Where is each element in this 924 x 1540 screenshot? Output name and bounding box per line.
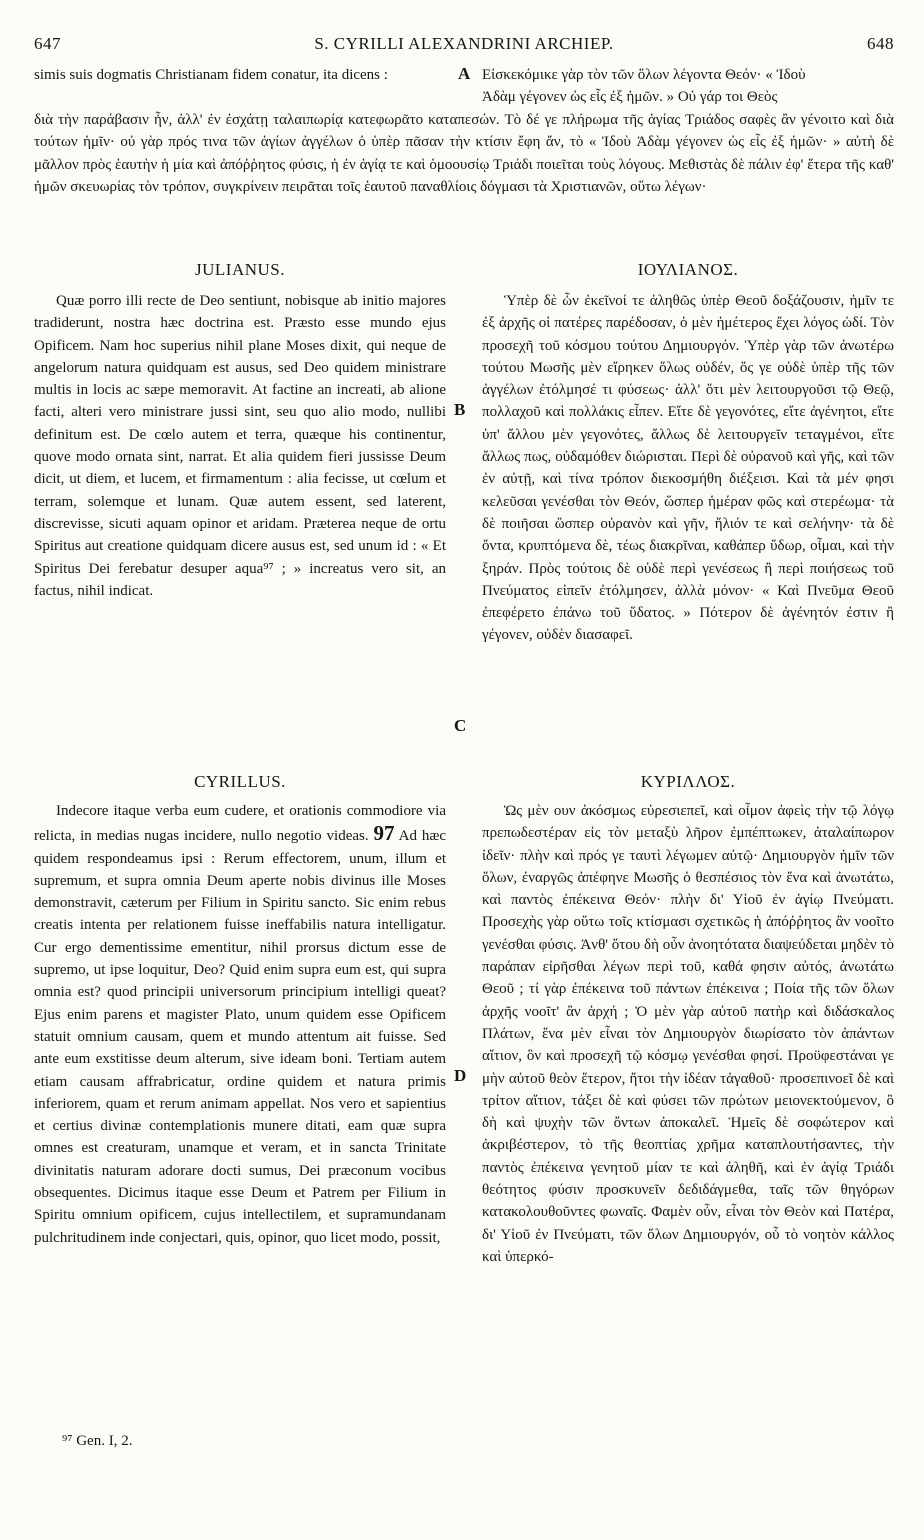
kyrillos-text [482,800,894,1410]
julianus-heading: JULIANUS. [195,260,285,279]
column-number-97: 97 [373,821,395,846]
ioulianos-text [482,290,894,760]
ioulianos-paragraph: Ὑπὲρ δὲ ὧν ἐκεῖνοί τε ἀληθῶς ὑπὲρ Θεοῦ δοξάζουσιν, ἡμῖν τε ἐξ ἀρχῆς οἱ πατέρες παρέδοσαν, ὁ μὲν ἡμέτερος ἔχει λόγος ὡδί. Τὸν προσεχῆ τοῦ κόσμου τούτου Δημιουργόν. Ὑπὲρ γὰρ τῶν ἀνωτέρω τούτου Μωσῆς μὲν εἴρηκεν ὅλως οὐδέν, ὅς γε οὐδὲ ὑπὲρ τῆς τῶν ἀγγέλων ἐτόλμησέ τι φύσεως· ἀλλ' ὅτι μὲν λειτουργοῦσι τῷ Θεῷ, πολλαχοῦ καὶ πολλάκις εἶπεν. Εἴτε δὲ γεγονότες, εἴτε ἀγένητοι, εἴτε ὑπ' ἄλλου μὲν γεγονότες, ἄλλως δὲ λειτουργεῖν τεταγμένοι, εἴτε ἄλλως πως, οὐδαμόθεν διώρισται. Περὶ δὲ οὐρανοῦ καὶ γῆς, καὶ τῶν ἐν αὐτῇ, καὶ τίνα τρόπον διεκοσμήθη διέξεισι. Καὶ τὰ μέν φησι κελεῦσαι γενέσθαι τὸν Θεόν, ὥσπερ ἡμέραν φῶς καὶ στερέωμα· τὰ δὲ ποιῆσαι ὥσπερ οὐρανὸν καὶ γῆν, ἥλιόν τε καὶ σελήνην· τὰ δὲ ὄντα, κρυπτόμενα δὲ, τέως διακρῖναι, καθάπερ ὕδωρ, οἶμαι, καὶ τὴν ξηράν. Πρὸς τούτοις δὲ οὐδὲ περὶ γενέσεως ἢ περὶ ποιήσεως τοῦ Πνεύματος εἰπεῖν ἐτόλμησεν, ἀλλὰ μόνον· « Καὶ Πνεῦμα Θεοῦ ἐπεφέρετο ἐπάνω τοῦ ὕδατος. » Πότερον δὲ ἀγένητόν ἐστιν ἢ γέγονεν, οὐδὲν διασαφεῖ. [482,293,894,644]
julianus-paragraph: Quæ porro illi recte de Deo sentiunt, nobisque ab initio majores tradiderunt, nostra hæc doctrina est. Præsto esse mundo ejus Opificem. Nam hoc superius nihil plane Moses dixit, qui neque de angelorum natura quidquam est ausus, sed Deo quidem ministrare multis in locis ac sæpe memoravit. At factine an increati, ab alione facti, alteri vero ministrare jussi sint, seu quo alio modo, nullibi definitum est. De cœlo autem et terra, quæque his continentur, quove modo ornata sint, narrat. Et alia quidem fieri jussisse Deum dicit, ut diem, et lucem, et firmamentum : alia fecisse, ut cœlum et terram, solemque et lunam. Quæ autem essent, sed laterent, discrevisse, sicuti aquam opinor et aridam. Præterea neque de ortu Spiritus aut creatione quidquam dicere ausus est, sed unum id : « Et Spiritus Dei ferebatur desuper aqua⁹⁷ ; » increatus vero sit, an factus, nihil indicat. [34,293,446,599]
kyrillos-paragraph: Ὡς μὲν ουν ἀκόσμως εὑρεσιεπεῖ, καὶ οἶμον ἀφεὶς τὴν τῷ λόγῳ πρεπωδεστέραν εἰς τὸν μεταξὺ λῆρον ἐμπέπτωκεν, ἀταλαίπωρον ἰδεῖν· πλὴν καὶ πρός γε ταυτὶ λέγωμεν αὐτῷ· Δημιουργὸν ἡμῖν τῶν ὅλων, ἐναργῶς ἀπέφηνε Μωσῆς ὁ θεσπέσιος τὸν ἕνα καὶ ἀνωτάτω, καὶ παντὸς ἐπέκεινα Θεόν· πλὴν δι' Υἱοῦ ἐν ἁγίῳ Πνεύματι. Προσεχὴς γὰρ οὕτω τοῖς κτίσμασι σχετικῶς ἡ ἀπόῤῥητος ἂν νοοῖτο γενέσθαι φύσις. Ἀνθ' ὅτου δὴ οὖν ἀνοητότατα διαψεύδεται μηδὲν τὸ παράπαν εἰρῆσθαι λέγων περὶ τοῦ, καθά φησιν αὐτός, ἀνωτάτω Θεοῦ ; τί γὰρ ἐπέκεινα τοῦ πάντων ἐπέκεινα ; Ποία τῆς τῶν ὅλων ἀρχῆς νοοῖτ' ἂν ἀρχή ; Ὁ μὲν γὰρ αὐτοῦ πατὴρ καὶ διδάσκαλος Πλάτων, ἕνα μὲν εἶναι τὸν Δημιουργὸν διωρίσατο τὸν ἁπάντων αἴτιον, ὃν καὶ προσεχῆ τῷ κόσμῳ γενέσθαι φησί. Προϋφεστάναι γε μὴν αὐτοῦ θεὸν ἕτερον, ἤτοι τὴν ἰδέαν τἀγαθοῦ· προσεπινοεῖ δὲ καὶ τρίτον αἴτιον, τάξει δὲ καὶ φύσει τῶν πρώτων μειονεκτούμενον, ὃ δὴ καὶ ψυχὴν τῶν ὄντων ἀποκαλεῖ. Ἡμεῖς δὲ σοφώτερον καὶ ἀκριβέστερον, τὸ τῆς θεοπτίας χρῆμα καταπλουτήσαντες, τὴν παντὸς ἐπέκεινα γενητοῦ μίαν τε καὶ ἀληθῆ, καὶ ἐν ἁγίᾳ Τριάδι θεότητος φύσιν προσκυνεῖν δεδιδάγμεθα, ταῖς τῶν θηγόρων κατακολουθοῦντες φωναῖς. Φαμὲν οὖν, εἶναι τὸν Θεὸν καὶ Πατέρα, δι' Υἱοῦ ἐν Πνεύματι, τῶν ὅλων Δημιουργόν, οὗ τὸ νοητὸν κάλλος καὶ ὑπερκό- [482,803,894,1265]
page-number-left: 647 [34,34,61,53]
top-latin-fragment: simis suis dogmatis Christianam fidem conatur, ita dicens : [34,67,388,83]
cyrillus-paragraph [34,800,446,1249]
cyrillus-text-part-b: Ad hæc quidem respondeamus ipsi : Rerum effectorem, unum, illum et supremum, et supra omnia Deum aperte nobis divinus ille Moses demonstravit, cæterum per Filium in Spiritu sancto. Sic enim rebus creatis intenta per relationem fuisse ineffabilis natura intelligatur. Cur ergo dementissime ementitur, nihil prorsus dictum esse de supremo, ut ipse loquitur, Deo? Quid enim supra eum est, qui supra omnia est? quod principii universorum principium intelligi queat? Ejus enim parens et magister Plato, unum quidem esse Opificem statuit omnium causam, quem et mundo attentum ait fuisse. Sed ante eum exstitisse deum alterum, sive ideam boni. Tertiam autem etiam causam affrabricatur, ordine quidem et natura primis inferiorem, quam et rerum animam appellat. Nos vero et sapientius et certius divinæ contemplationis munere ditati, eam quæ supra omnes est creaturam, unamque et veram, et in sancta Trinitate divinitatis naturam adorare docti sumus, Dei præconum vocibus obsequentes. Dicimus itaque esse Deum et Patrem per Filium in Spiritu omnium opificem, cujus intellectilem, et supramundanam pulchritudinem inde conjectari, quis, opinor, quo licet modo, possit, [34,828,447,1246]
margin-marker-c: C [454,716,467,735]
margin-marker-d: D [454,1066,467,1085]
page-header [34,34,894,58]
cyrillus-text [34,800,446,1410]
footnote: ⁹⁷ Gen. I, 2. [62,1433,133,1449]
top-greek-line-1: Εἰσκεκόμικε γὰρ τὸν τῶν ὅλων λέγοντα Θεόν· « Ἰδοὺ [482,67,806,83]
running-title: S. CYRILLI ALEXANDRINI ARCHIEP. [314,34,614,53]
margin-marker-a: A [458,64,471,83]
margin-marker-b: B [454,400,466,419]
top-greek-fragment [482,64,894,109]
cyrillus-heading: CYRILLUS. [194,772,286,791]
top-full-width-text: διὰ τὴν παράβασιν ἦν, ἀλλ' ἐν ἐσχάτῃ ταλαιπωρίᾳ κατεφωρᾶτο καταπεσών. Τὸ δέ γε πλήρωμα τῆς ἁγίας Τριάδος σαφὲς ἂν γένοιτο καὶ διὰ τούτων ἡμῖν· οὐ γὰρ πρός τινα τῶν ἁγίων ἀγγέλων ὁ ὑπὲρ πᾶσαν τὴν κτίσιν ἔφη ἄν, τὸ « Ἰδοὺ Ἀδὰμ γέγονεν ὡς εἷς ἐξ ἡμῶν· » αὐτὴ δὲ μᾶλλον πρὸς ἑαυτὴν ἡ μία καὶ ἀπόῤῥητος φύσις, ἡ ἐν ἁγίᾳ τε καὶ ὁμοουσίῳ Τριάδι ποιεῖται τοὺς λόγους. Μεθιστὰς δὲ πάλιν ἐφ' ἕτερα τῆς καθ' ἡμῶν σκευωρίας τὸν τρόπον, συγκρίνειν πειρᾶται τοῖς ἑαυτοῦ παναθλίοις δόγμασι τὰ Χριστιανῶν, οὕτω λέγων· [34,112,894,195]
ioulianos-heading: ΙΟΥΛΙΑΝΟΣ. [637,260,739,279]
cyrillus-text-part-a: Indecore itaque verba eum cudere, et orationis commodiore via relicta, in medias nugas incidere, nullo negotio videas. [34,803,446,845]
top-greek-line-2: Ἀδὰμ γέγονεν ὡς εἷς ἐξ ἡμῶν. » Οὐ γάρ τοι Θεὸς [482,89,778,106]
page-number-right: 648 [867,34,894,53]
julianus-text [34,290,446,720]
kyrillos-heading: ΚΥΡΙΛΛΟΣ. [640,772,736,791]
